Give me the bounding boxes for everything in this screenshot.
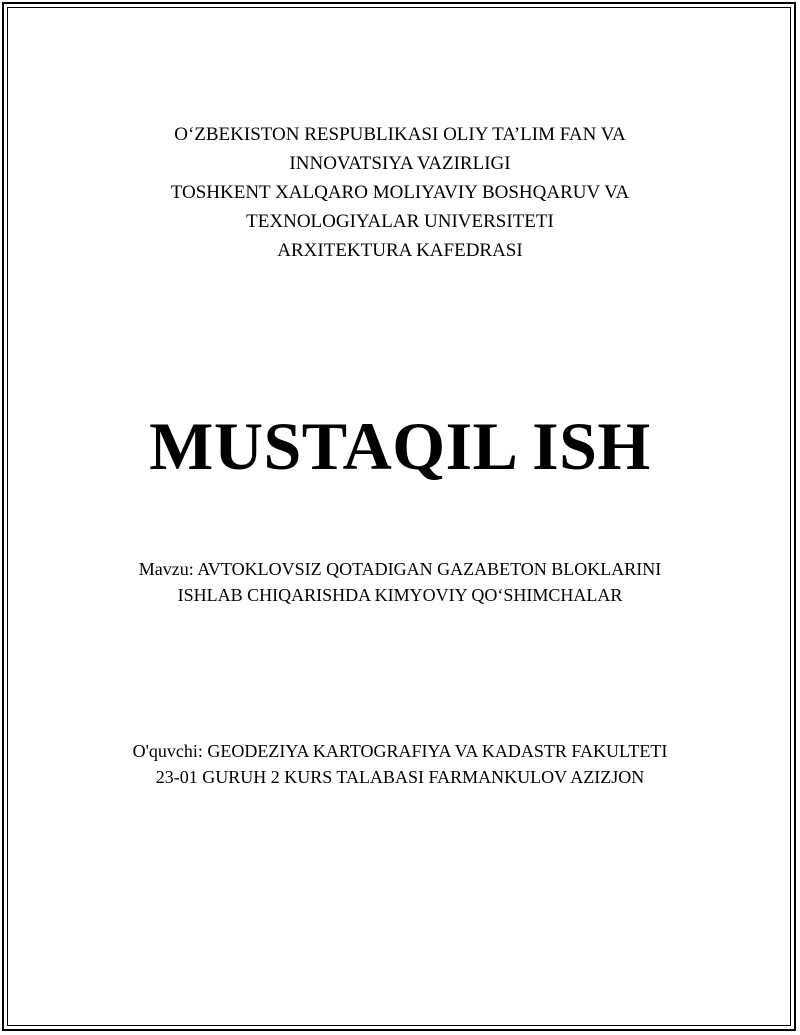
header-line-department: ARXITEKTURA KAFEDRASI	[277, 240, 523, 261]
header-line-ministry-2: INNOVATSIYA VAZIRLIGI	[289, 153, 511, 174]
topic-line-1: Mavzu: AVTOKLOVSIZ QOTADIGAN GAZABETON BLOKLARINI	[138, 559, 662, 579]
topic-line-2: ISHLAB CHIQARISHDA KIMYOVIY QO‘SHIMCHALAR	[177, 585, 623, 605]
header-line-university-1: TOSHKENT XALQARO MOLIYAVIY BOSHQARUV VA	[170, 182, 630, 203]
document-title: MUSTAQIL ISH	[149, 408, 651, 484]
author-section	[0, 738, 800, 790]
institution-header	[0, 120, 800, 265]
author-line-1: O'quvchi: GEODEZIYA KARTOGRAFIYA VA KADASTR FAKULTETI	[132, 741, 668, 761]
topic-section	[0, 556, 800, 608]
header-line-university-2: TEXNOLOGIYALAR UNIVERSITETI	[246, 211, 554, 232]
header-line-ministry-1: O‘ZBEKISTON RESPUBLIKASI OLIY TA’LIM FAN VA	[174, 124, 626, 145]
author-line-2: 23-01 GURUH 2 KURS TALABASI FARMANKULOV AZIZJON	[155, 767, 645, 787]
